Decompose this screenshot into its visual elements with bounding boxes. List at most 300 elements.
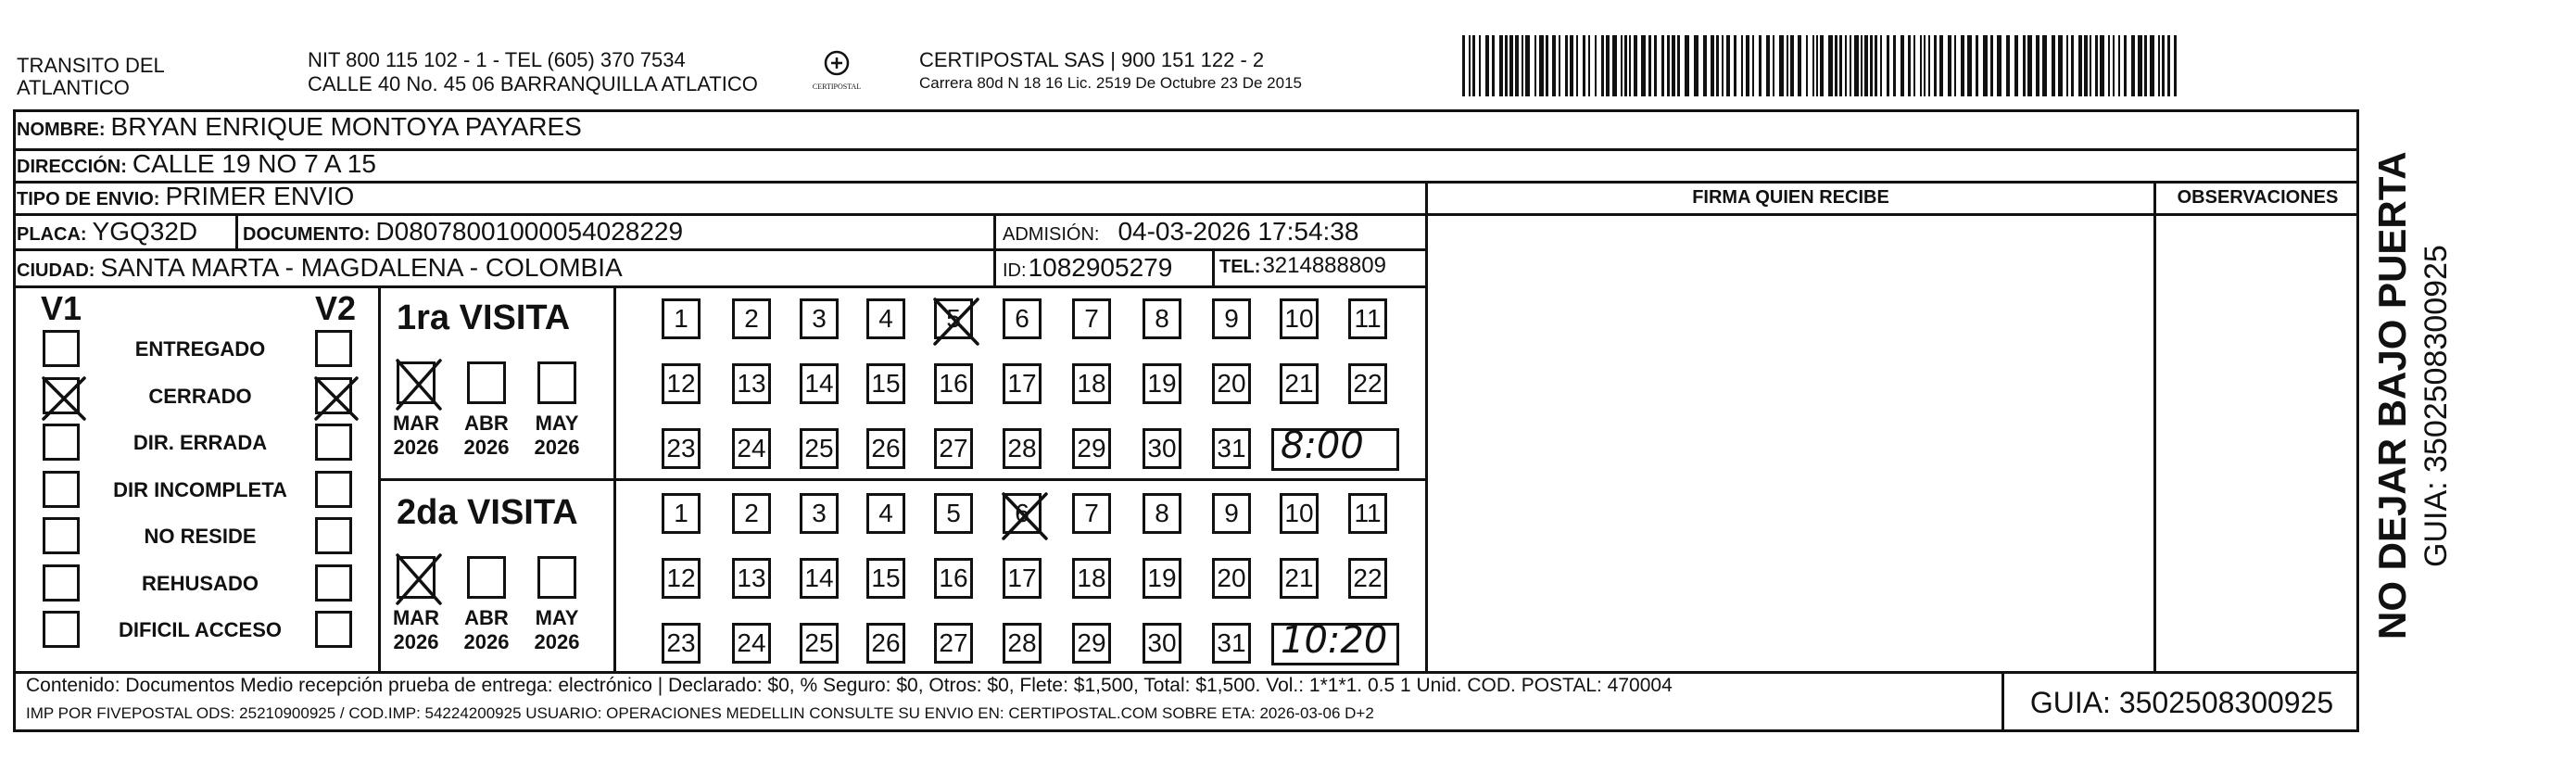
barcode-bar — [1624, 35, 1627, 96]
barcode-bar — [2100, 35, 2104, 96]
barcode-bar — [1854, 35, 1859, 96]
barcode-bar — [1654, 35, 1657, 96]
month-year: 2026 — [463, 630, 510, 653]
barcode-bar — [1967, 35, 1972, 96]
day-cell[interactable] — [1072, 493, 1111, 534]
barcode-bar — [1954, 35, 1956, 96]
day-number: 3 — [812, 499, 827, 527]
barcode-bar — [2071, 35, 2074, 96]
barcode-bar — [1939, 35, 1943, 96]
barcode-bar — [1887, 35, 1889, 96]
barcode-bar — [2023, 35, 2026, 96]
status-label: REHUSADO — [142, 571, 259, 595]
month-label — [524, 606, 589, 654]
day-number: 11 — [1354, 499, 1382, 527]
barcode-bar — [1787, 35, 1788, 96]
barcode-bar — [1839, 35, 1842, 96]
day-number: 19 — [1147, 369, 1177, 398]
day-cell[interactable] — [1348, 298, 1387, 339]
day-cell[interactable] — [662, 623, 701, 664]
barcode-bar — [1920, 35, 1922, 96]
barcode-bar — [2090, 35, 2091, 96]
barcode-bar — [1990, 35, 1993, 96]
barcode-bar — [1722, 35, 1724, 96]
v1-checkbox[interactable] — [43, 564, 80, 602]
barcode-bar — [1677, 35, 1680, 96]
tipo-envio-row — [17, 182, 354, 211]
day-number: 11 — [1354, 304, 1382, 333]
barcode-bar — [1565, 35, 1568, 96]
day-cell[interactable] — [800, 558, 839, 599]
v1-checkbox[interactable] — [43, 330, 80, 367]
issuer-name-line1: TRANSITO DEL — [17, 54, 165, 77]
day-cell[interactable] — [800, 298, 839, 339]
day-cell[interactable] — [1143, 493, 1181, 534]
day-cell[interactable] — [1003, 428, 1042, 469]
barcode-bar — [1539, 35, 1544, 96]
day-cell[interactable] — [1143, 428, 1181, 469]
barcode-bar — [1685, 35, 1689, 96]
direccion-value: CALLE 19 NO 7 A 15 — [132, 149, 376, 178]
barcode-bar — [1983, 35, 1988, 96]
day-number: 5 — [946, 304, 961, 333]
ciudad-value: SANTA MARTA - MAGDALENA - COLOMBIA — [100, 253, 623, 282]
barcode-bar — [2027, 35, 2032, 96]
barcode-bar — [1928, 35, 1930, 96]
day-cell[interactable] — [1003, 298, 1042, 339]
barcode-bar — [1752, 35, 1754, 96]
tipo-envio-label: TIPO DE ENVIO: — [17, 189, 160, 209]
barcode-bar — [1672, 35, 1675, 96]
day-number: 7 — [1084, 304, 1099, 333]
carrier-license: Carrera 80d N 18 16 Lic. 2519 De Octubre 23 De 2015 — [919, 74, 1302, 92]
day-number: 27 — [939, 628, 968, 657]
v2-checkbox[interactable] — [315, 471, 352, 508]
day-number: 19 — [1147, 564, 1177, 592]
barcode-bar — [1997, 35, 2001, 96]
barcode-bar — [2036, 35, 2039, 96]
barcode-bar — [1534, 35, 1536, 96]
barcode-bar — [1759, 35, 1762, 96]
barcode-bar — [1861, 35, 1863, 96]
day-cell[interactable] — [1143, 623, 1181, 664]
barcode-bar — [1845, 35, 1847, 96]
issuer-address: CALLE 40 No. 45 06 BARRANQUILLA ATLATICO — [308, 72, 758, 95]
day-cell[interactable] — [1072, 428, 1111, 469]
barcode-bar — [1515, 35, 1519, 96]
barcode-bar — [1641, 35, 1646, 96]
footer-content-line: Contenido: Documentos Medio recepción prueba de entrega: electrónico | Declarado: $0, % Seguro: $0, Otros: $0, Flete: $1,500, Total: $1,500. Vol.: 1*1*1. 0.5 1 Unid. COD. POSTAL: 470004 — [26, 675, 1673, 696]
day-cell[interactable] — [1348, 558, 1387, 599]
day-number: 6 — [1015, 304, 1029, 333]
day-cell[interactable] — [866, 298, 905, 339]
barcode-bar — [1726, 35, 1730, 96]
day-cell[interactable] — [1280, 493, 1319, 534]
visit-time-handwritten: 10:20 — [1281, 619, 1388, 662]
day-cell[interactable] — [732, 363, 771, 404]
day-number: 18 — [1077, 369, 1106, 398]
footer-print-line: IMP POR FIVEPOSTAL ODS: 25210900925 / COD.IMP: 54224200925 USUARIO: OPERACIONES MEDELLIN CONSULTE SU ENVIO EN: CERTIPOSTAL.COM SOBRE ETA: 2026-03-06 D+2 — [26, 704, 1374, 722]
barcode-bar — [1570, 35, 1573, 96]
day-number: 20 — [1217, 369, 1246, 398]
day-cell[interactable] — [1212, 298, 1251, 339]
status-label: DIR. ERRADA — [133, 431, 268, 454]
day-cell[interactable] — [866, 428, 905, 469]
placa-row — [17, 217, 197, 247]
barcode-bar — [1601, 35, 1604, 96]
check-mark-icon — [931, 296, 981, 348]
barcode-bar — [1711, 35, 1714, 96]
month-label — [454, 412, 519, 460]
barcode-bar — [1766, 35, 1770, 96]
day-cell[interactable] — [1072, 363, 1111, 404]
day-cell[interactable] — [1212, 623, 1251, 664]
v2-checkbox[interactable] — [315, 424, 352, 461]
barcode-bar — [1741, 35, 1743, 96]
barcode-bar — [2058, 35, 2063, 96]
ciudad-label: CIUDAD: — [17, 260, 95, 281]
day-cell[interactable] — [1212, 428, 1251, 469]
day-number: 23 — [666, 434, 696, 462]
day-number: 10 — [1284, 304, 1314, 333]
barcode-bar — [1648, 35, 1651, 96]
barcode-bar — [1525, 35, 1530, 96]
barcode-bar — [1828, 35, 1833, 96]
barcode-bar — [1835, 35, 1837, 96]
month-name: ABR — [464, 412, 509, 435]
day-cell[interactable] — [800, 363, 839, 404]
status-label: DIR INCOMPLETA — [113, 477, 287, 501]
barcode-bar — [2167, 35, 2170, 96]
id-row — [1003, 253, 1172, 283]
barcode-bar — [2078, 35, 2082, 96]
barcode-bar — [2138, 35, 2142, 96]
day-cell[interactable] — [800, 493, 839, 534]
day-cell[interactable] — [1280, 363, 1319, 404]
day-number: 29 — [1077, 434, 1106, 462]
status-label: NO RESIDE — [144, 525, 257, 548]
barcode-bar — [2158, 35, 2160, 96]
barcode-bar — [2124, 35, 2127, 96]
day-cell[interactable] — [800, 623, 839, 664]
month-checkbox[interactable] — [397, 556, 436, 599]
day-cell[interactable] — [934, 623, 973, 664]
barcode-bar — [1746, 35, 1749, 96]
barcode-bar — [1880, 35, 1882, 96]
day-number: 14 — [804, 564, 834, 592]
barcode-bar — [1661, 35, 1664, 96]
side-guia: GUIA: 3502508300925 — [2418, 245, 2454, 567]
day-cell[interactable] — [866, 363, 905, 404]
check-mark-icon — [312, 374, 360, 423]
ciudad-row — [17, 253, 623, 283]
day-number: 12 — [666, 369, 696, 398]
barcode-bar — [1485, 35, 1489, 96]
barcode-bar — [1694, 35, 1698, 96]
check-mark-icon — [394, 551, 444, 607]
month-checkbox[interactable] — [467, 361, 506, 404]
month-label — [384, 606, 448, 654]
month-checkbox[interactable] — [467, 556, 506, 599]
day-cell[interactable] — [1143, 363, 1181, 404]
barcode-bar — [1820, 35, 1824, 96]
visit-time-handwritten: 8:00 — [1281, 424, 1364, 467]
day-cell[interactable] — [800, 428, 839, 469]
barcode-bar — [1870, 35, 1873, 96]
visit-title: 2da VISITA — [397, 493, 578, 532]
month-checkbox[interactable] — [397, 361, 436, 404]
barcode-bar — [1913, 35, 1915, 96]
barcode-bar — [1812, 35, 1814, 96]
day-cell[interactable] — [662, 558, 701, 599]
barcode-bar — [1806, 35, 1808, 96]
barcode-bar — [1875, 35, 1877, 96]
day-number: 17 — [1007, 369, 1037, 398]
day-cell[interactable] — [1212, 558, 1251, 599]
month-label — [524, 412, 589, 460]
day-cell[interactable] — [1072, 298, 1111, 339]
placa-label: PLACA: — [17, 224, 87, 245]
side-warning: NO DEJAR BAJO PUERTA — [2370, 151, 2414, 640]
day-number: 9 — [1224, 499, 1239, 527]
day-cell[interactable] — [1212, 363, 1251, 404]
day-number: 2 — [744, 304, 759, 333]
day-number: 28 — [1007, 434, 1037, 462]
barcode-bar — [1703, 35, 1707, 96]
v1-checkbox[interactable] — [43, 424, 80, 461]
tracking-barcode — [1462, 35, 2185, 96]
day-cell[interactable] — [1143, 558, 1181, 599]
barcode-bar — [1850, 35, 1851, 96]
day-cell[interactable] — [1003, 558, 1042, 599]
nombre-label: NOMBRE: — [17, 120, 106, 140]
day-number: 30 — [1147, 434, 1177, 462]
day-number: 23 — [666, 628, 696, 657]
placa-value: YGQ32D — [92, 217, 198, 246]
day-number: 7 — [1084, 499, 1099, 527]
barcode-bar — [1948, 35, 1951, 96]
v1-header: V1 — [41, 289, 82, 327]
barcode-bar — [1621, 35, 1623, 96]
barcode-bar — [2118, 35, 2120, 96]
barcode-bar — [2006, 35, 2010, 96]
barcode-bar — [1522, 35, 1523, 96]
v2-header: V2 — [315, 289, 357, 327]
barcode-bar — [2162, 35, 2165, 96]
barcode-bar — [1976, 35, 1978, 96]
v1-checkbox[interactable] — [43, 517, 80, 554]
day-number: 13 — [737, 564, 766, 592]
barcode-bar — [2052, 35, 2055, 96]
barcode-bar — [1472, 35, 1475, 96]
day-number: 29 — [1077, 628, 1106, 657]
nombre-value: BRYAN ENRIQUE MONTOYA PAYARES — [110, 112, 582, 141]
month-name: MAR — [392, 606, 440, 629]
v1-checkbox[interactable] — [43, 471, 80, 508]
day-number: 25 — [804, 628, 834, 657]
month-name: ABR — [464, 606, 509, 629]
admision-value: 04-03-2026 17:54:38 — [1118, 217, 1359, 246]
barcode-bar — [1934, 35, 1937, 96]
barcode-bar — [2095, 35, 2098, 96]
barcode-bar — [2144, 35, 2147, 96]
tel-label: TEL: — [1219, 257, 1261, 277]
barcode-bar — [1773, 35, 1774, 96]
tipo-envio-value: PRIMER ENVIO — [165, 182, 355, 210]
barcode-bar — [1798, 35, 1801, 96]
barcode-bar — [2174, 35, 2177, 96]
day-cell[interactable] — [662, 493, 701, 534]
day-cell[interactable] — [662, 363, 701, 404]
day-cell[interactable] — [662, 428, 701, 469]
day-cell[interactable] — [934, 493, 973, 534]
barcode-bar — [1634, 35, 1637, 96]
day-cell[interactable] — [866, 623, 905, 664]
barcode-bar — [1505, 35, 1508, 96]
day-number: 1 — [674, 499, 688, 527]
day-number: 24 — [737, 628, 766, 657]
day-cell[interactable] — [1348, 363, 1387, 404]
day-cell[interactable] — [1003, 623, 1042, 664]
day-number: 1 — [674, 304, 688, 333]
barcode-bar — [2066, 35, 2068, 96]
barcode-bar — [1716, 35, 1719, 96]
day-cell[interactable] — [934, 298, 973, 339]
day-number: 5 — [946, 499, 961, 527]
day-number: 20 — [1217, 564, 1246, 592]
day-number: 15 — [871, 564, 901, 592]
day-cell[interactable] — [866, 493, 905, 534]
month-year: 2026 — [534, 436, 580, 459]
v1-checkbox[interactable] — [43, 377, 80, 414]
day-number: 4 — [878, 499, 893, 527]
id-label: ID: — [1003, 260, 1027, 281]
month-checkbox[interactable] — [537, 361, 576, 404]
v2-checkbox[interactable] — [315, 564, 352, 602]
day-cell[interactable] — [1212, 493, 1251, 534]
day-cell[interactable] — [1348, 493, 1387, 534]
month-year: 2026 — [393, 436, 439, 459]
barcode-bar — [1816, 35, 1818, 96]
day-cell[interactable] — [934, 428, 973, 469]
day-cell[interactable] — [1143, 298, 1181, 339]
day-number: 30 — [1147, 628, 1177, 657]
month-year: 2026 — [463, 436, 510, 459]
documento-row — [243, 217, 683, 247]
barcode-bar — [1588, 35, 1590, 96]
barcode-bar — [1509, 35, 1513, 96]
barcode-bar — [2108, 35, 2110, 96]
barcode-bar — [1629, 35, 1631, 96]
day-number: 15 — [871, 369, 901, 398]
day-number: 26 — [871, 628, 901, 657]
day-cell[interactable] — [1072, 623, 1111, 664]
month-checkbox[interactable] — [537, 556, 576, 599]
barcode-bar — [1559, 35, 1560, 96]
v2-checkbox[interactable] — [315, 611, 352, 648]
barcode-bar — [1961, 35, 1964, 96]
day-cell[interactable] — [732, 558, 771, 599]
check-mark-icon — [40, 374, 88, 423]
day-cell[interactable] — [732, 298, 771, 339]
day-cell[interactable] — [1280, 298, 1319, 339]
day-number: 22 — [1353, 564, 1383, 592]
day-number: 24 — [737, 434, 766, 462]
day-number: 28 — [1007, 628, 1037, 657]
barcode-bar — [1606, 35, 1610, 96]
barcode-bar — [1864, 35, 1868, 96]
day-number: 31 — [1217, 434, 1246, 462]
id-value: 1082905279 — [1028, 253, 1173, 282]
day-cell[interactable] — [866, 558, 905, 599]
day-cell[interactable] — [732, 623, 771, 664]
day-number: 21 — [1284, 564, 1314, 592]
day-cell[interactable] — [1003, 493, 1042, 534]
day-number: 4 — [878, 304, 893, 333]
direccion-label: DIRECCIÓN: — [17, 157, 127, 177]
certipostal-logo — [806, 48, 867, 96]
day-number: 26 — [871, 434, 901, 462]
logo-text: CERTIPOSTAL — [812, 82, 862, 91]
v2-checkbox[interactable] — [315, 517, 352, 554]
firma-header: FIRMA QUIEN RECIBE — [1692, 187, 1889, 208]
day-number: 12 — [666, 564, 696, 592]
barcode-bar — [1734, 35, 1736, 96]
day-cell[interactable] — [934, 558, 973, 599]
day-cell[interactable] — [732, 428, 771, 469]
day-cell[interactable] — [1003, 363, 1042, 404]
day-cell[interactable] — [1072, 558, 1111, 599]
month-name: MAY — [535, 606, 579, 629]
barcode-bar — [2131, 35, 2135, 96]
barcode-bar — [2014, 35, 2018, 96]
barcode-bar — [1583, 35, 1585, 96]
day-cell[interactable] — [1280, 558, 1319, 599]
day-cell[interactable] — [662, 298, 701, 339]
day-number: 27 — [939, 434, 968, 462]
tel-row — [1219, 253, 1386, 279]
month-label — [454, 606, 519, 654]
barcode-bar — [1469, 35, 1471, 96]
barcode-bar — [2113, 35, 2115, 96]
barcode-bar — [1924, 35, 1926, 96]
day-number: 2 — [744, 499, 759, 527]
nombre-row — [17, 112, 582, 142]
v2-checkbox[interactable] — [315, 377, 352, 414]
day-number: 8 — [1155, 499, 1169, 527]
day-number: 18 — [1077, 564, 1106, 592]
admision-label: ADMISIÓN: — [1003, 224, 1100, 245]
day-number: 17 — [1007, 564, 1037, 592]
month-name: MAR — [392, 412, 440, 435]
tel-value: 3214888809 — [1262, 253, 1386, 278]
barcode-bar — [1893, 35, 1896, 96]
barcode-bar — [1612, 35, 1617, 96]
barcode-bar — [2042, 35, 2047, 96]
day-cell[interactable] — [732, 493, 771, 534]
barcode-bar — [1576, 35, 1578, 96]
direccion-row — [17, 149, 376, 179]
day-number: 22 — [1353, 369, 1383, 398]
v1-checkbox[interactable] — [43, 611, 80, 648]
barcode-bar — [2084, 35, 2088, 96]
barcode-bar — [1790, 35, 1794, 96]
v2-checkbox[interactable] — [315, 330, 352, 367]
day-number: 21 — [1284, 369, 1314, 398]
day-number: 10 — [1284, 499, 1314, 527]
documento-label: DOCUMENTO: — [243, 224, 371, 245]
day-cell[interactable] — [934, 363, 973, 404]
